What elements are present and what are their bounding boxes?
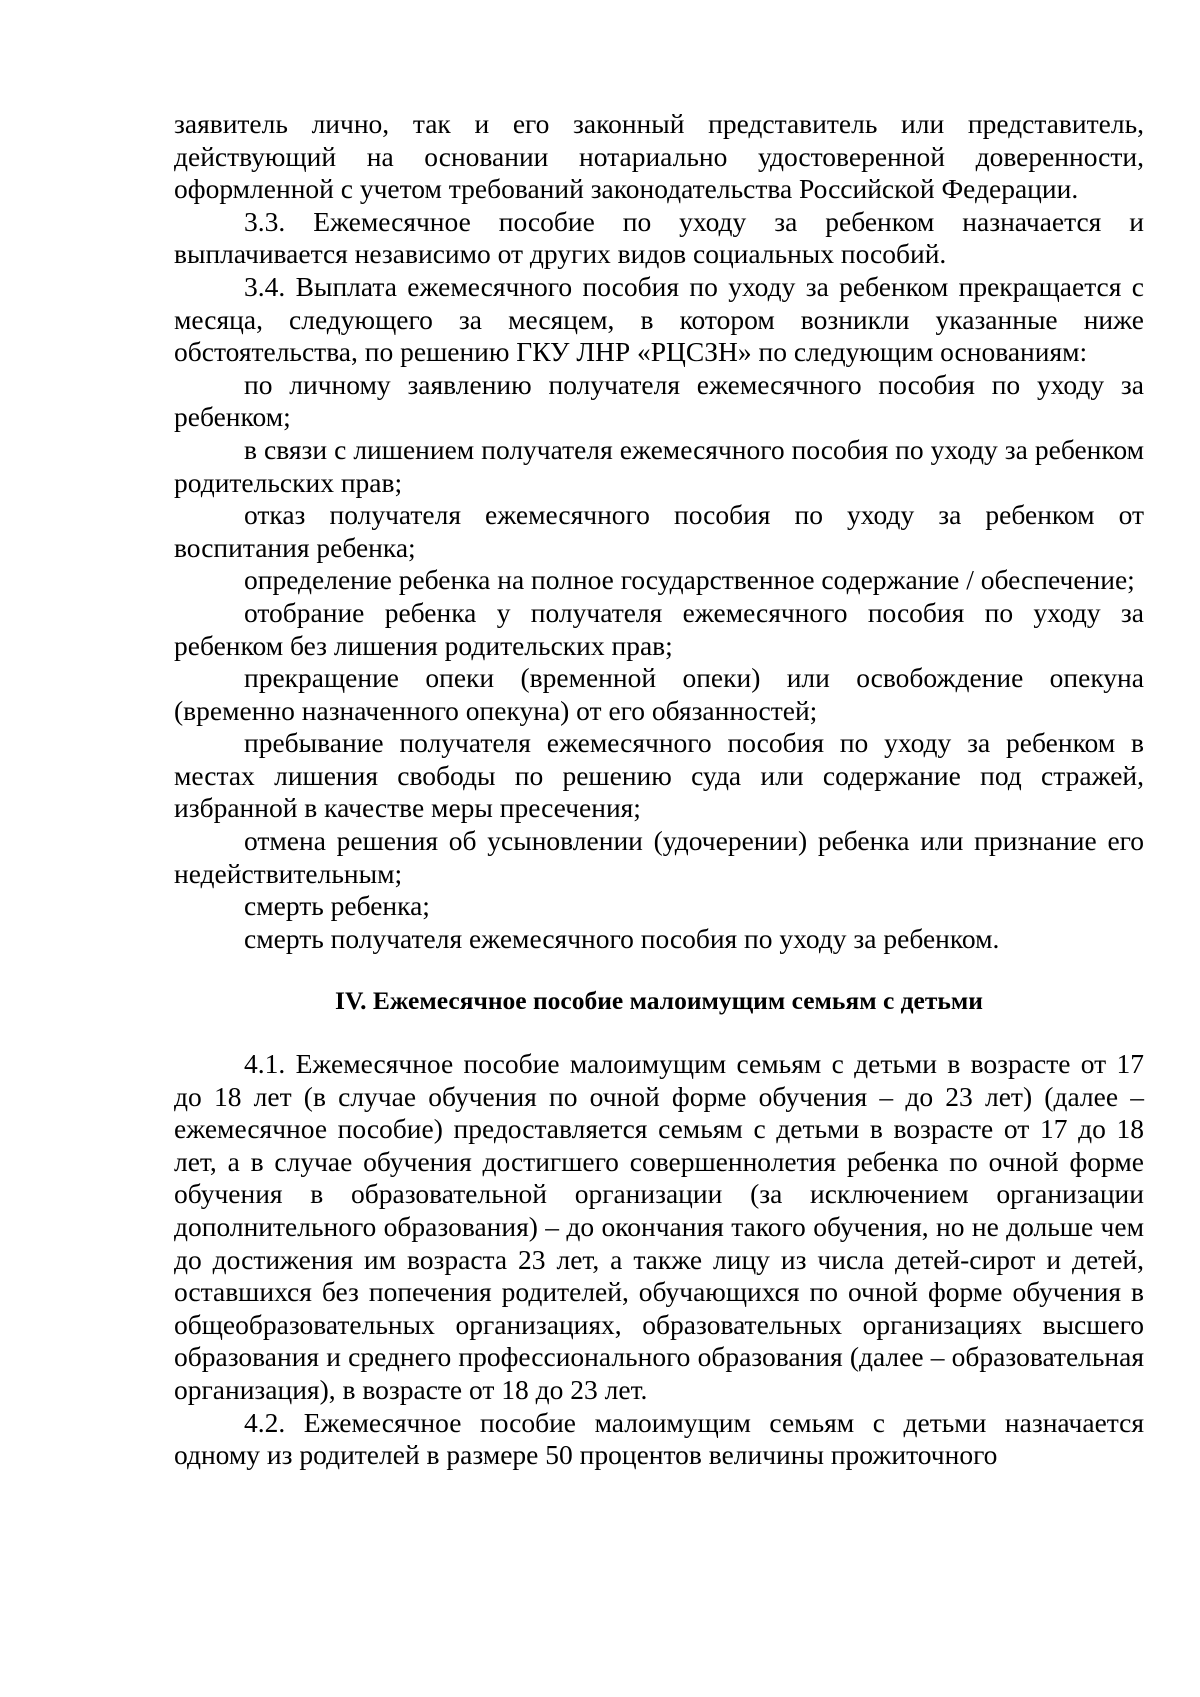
paragraph-4-1: 4.1. Ежемесячное пособие малоимущим семьям с детьми в возрасте от 17 до 18 лет (в случае обучения по очной форме обучения – до 23 лет) (далее – ежемесячное пособие) предоставляется семьям с детьми в возрасте от 17 до 18 лет, а в случае обучения достигшего совершеннолетия ребенка по очной форме обучения в образовательной организации (за исключением организации дополнительного образования) – до окончания такого обучения, но не дольше чем до достижения им возраста 23 лет, а также лицу из числа детей-сирот и детей, оставшихся без попечения родителей, обучающихся по очной форме обучения в общеобразовательных организациях, образовательных организациях высшего образования и среднего профессионального образования (далее – образовательная организация), в возрасте от 18 до 23 лет. (174, 1048, 1144, 1405)
list-item-guardianship-termination: прекращение опеки (временной опеки) или освобождение опекуна (временно назначенного опекуна) от его обязанностей; (174, 662, 1144, 726)
list-item-imprisonment: пребывание получателя ежемесячного пособия по уходу за ребенком в местах лишения свободы по решению суда или содержание под стражей, избранной в качестве меры пресечения; (174, 727, 1144, 824)
paragraph-3-4: 3.4. Выплата ежемесячного пособия по уходу за ребенком прекращается с месяца, следующего за месяцем, в котором возникли указанные ниже обстоятельства, по решению ГКУ ЛНР «РЦСЗН» по следующим основаниям: (174, 270, 1144, 368)
list-item-recipient-death: смерть получателя ежемесячного пособия по уходу за ребенком. (244, 922, 1000, 954)
list-item-adoption-cancellation: отмена решения об усыновлении (удочерении) ребенка или признание его недействительным; (174, 825, 1144, 889)
paragraph-4-2: 4.2. Ежемесячное пособие малоимущим семьям с детьми назначается одному из родителей в размере 50 процентов величины прожиточного (174, 1406, 1144, 1471)
list-item-personal-application: по личному заявлению получателя ежемесячного пособия по уходу за ребенком; (174, 368, 1144, 433)
document-page (174, 108, 1144, 1472)
list-item-deprivation-of-rights: в связи с лишением получателя ежемесячного пособия по уходу за ребенком родительских прав; (174, 433, 1144, 498)
list-item-removal-of-child: отобрание ребенка у получателя ежемесячного пособия по уходу за ребенком без лишения родительских прав; (174, 596, 1144, 661)
section-heading-iv: IV. Ежемесячное пособие малоимущим семьям с детьми (335, 986, 983, 1016)
paragraph-applicant-representative: заявитель лично, так и его законный представитель или представитель, действующий на основании нотариально удостоверенной доверенности, оформленной с учетом требований законодательства Российской Федерации. (174, 108, 1144, 205)
paragraph-3-3: 3.3. Ежемесячное пособие по уходу за ребенком назначается и выплачивается независимо от других видов социальных пособий. (174, 205, 1144, 270)
list-item-child-death: смерть ребенка; (244, 890, 430, 922)
list-item-refusal-of-upbringing: отказ получателя ежемесячного пособия по уходу за ребенком от воспитания ребенка; (174, 499, 1144, 563)
list-item-state-support: определение ребенка на полное государственное содержание / обеспечение; (244, 564, 1135, 596)
